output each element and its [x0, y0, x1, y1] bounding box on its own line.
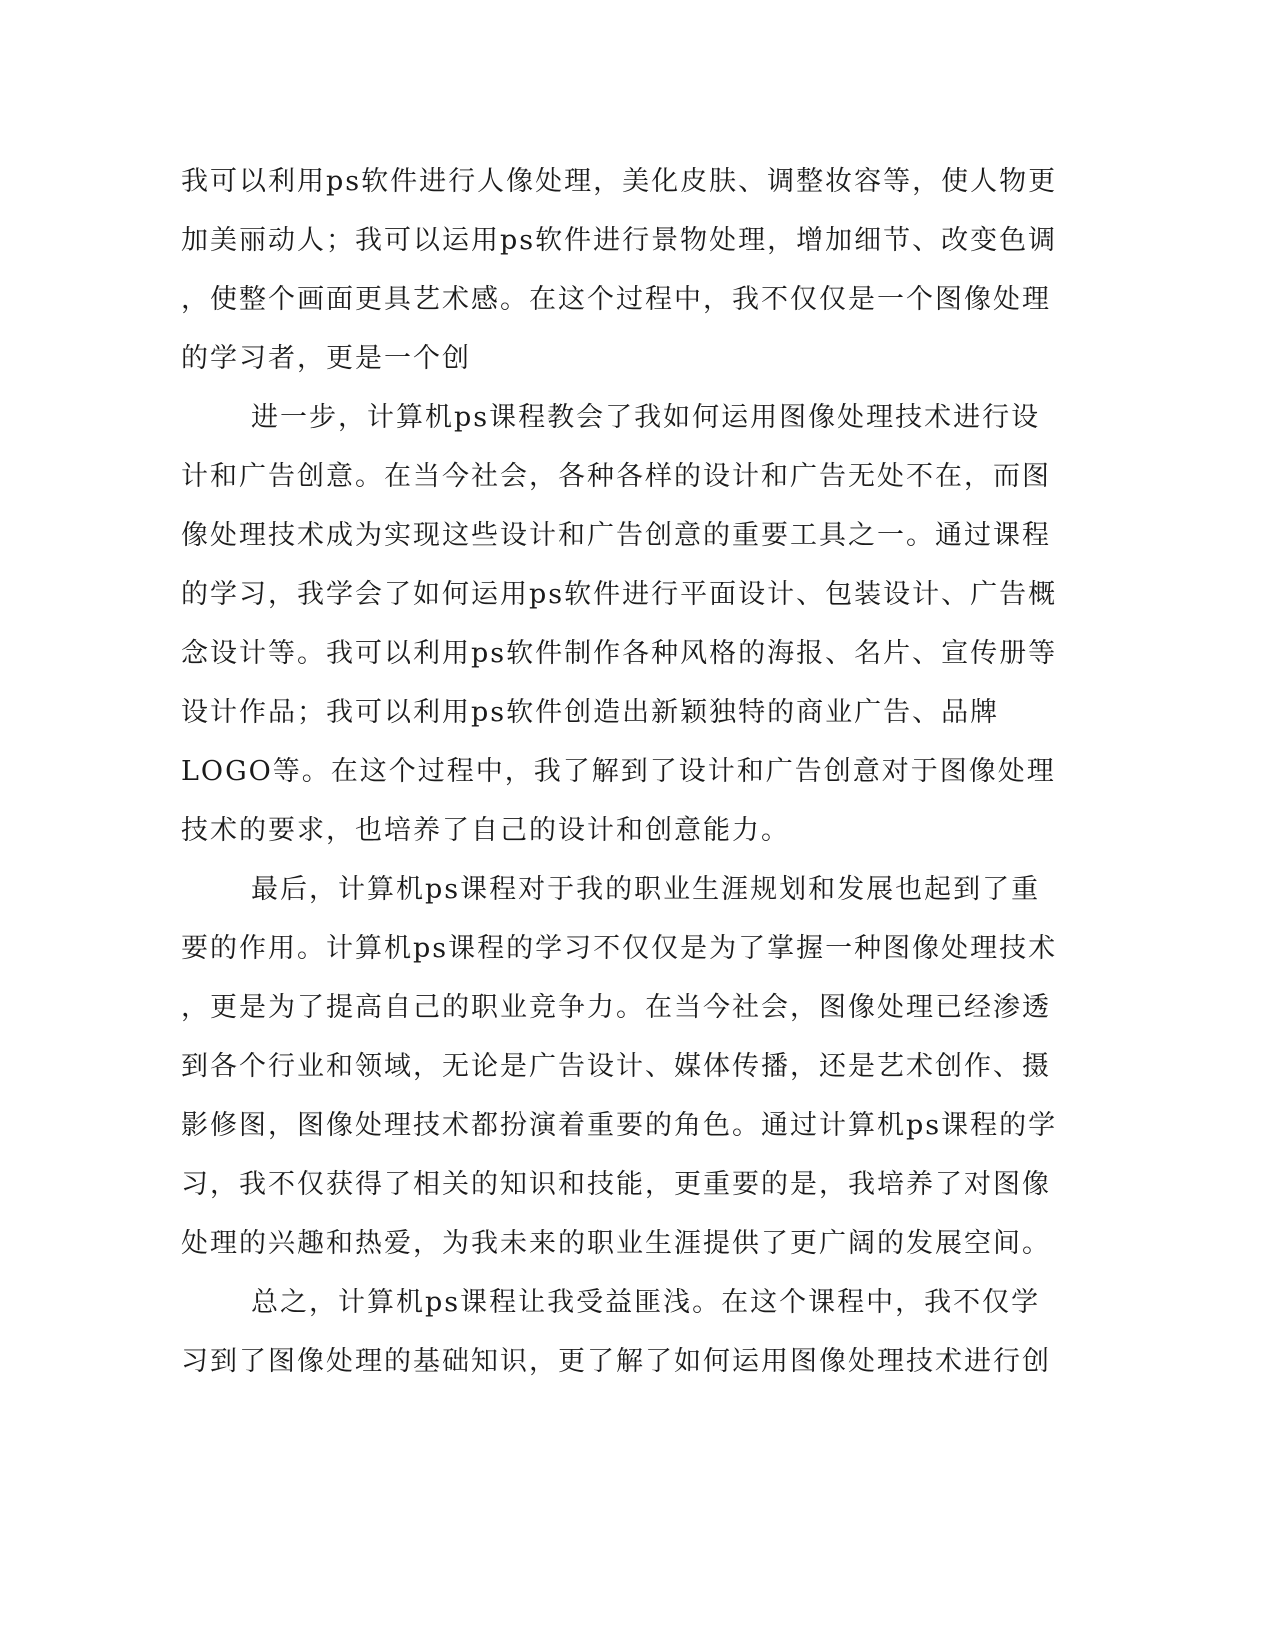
text-line: 习，我不仅获得了相关的知识和技能，更重要的是，我培养了对图像 [181, 1169, 1051, 1200]
text-line: 处理的兴趣和热爱，为我未来的职业生涯提供了更广阔的发展空间。 [181, 1228, 1051, 1259]
text-line: 像处理技术成为实现这些设计和广告创意的重要工具之一。通过课程 [181, 520, 1051, 551]
paragraph-first-line: 进一步，计算机ps课程教会了我如何运用图像处理技术进行设 [251, 402, 1041, 433]
text-line: 计和广告创意。在当今社会，各种各样的设计和广告无处不在，而图 [181, 461, 1051, 492]
text-line: ，使整个画面更具艺术感。在这个过程中，我不仅仅是一个图像处理 [181, 284, 1051, 315]
text-line: 影修图，图像处理技术都扮演着重要的角色。通过计算机ps课程的学 [181, 1110, 1058, 1141]
text-line: 我可以利用ps软件进行人像处理，美化皮肤、调整妆容等，使人物更 [181, 166, 1058, 197]
paragraph-first-line: 总之，计算机ps课程让我受益匪浅。在这个课程中，我不仅学 [251, 1287, 1041, 1318]
text-line: 的学习，我学会了如何运用ps软件进行平面设计、包装设计、广告概 [181, 579, 1058, 610]
text-line: ，更是为了提高自己的职业竞争力。在当今社会，图像处理已经渗透 [181, 992, 1051, 1023]
text-line: 要的作用。计算机ps课程的学习不仅仅是为了掌握一种图像处理技术 [181, 933, 1058, 964]
body-text [181, 152, 1058, 1391]
text-line: 习到了图像处理的基础知识，更了解了如何运用图像处理技术进行创 [181, 1346, 1051, 1377]
text-line: 念设计等。我可以利用ps软件制作各种风格的海报、名片、宣传册等 [181, 638, 1058, 669]
text-line: 的学习者，更是一个创 [181, 343, 471, 374]
text-line: LOGO等。在这个过程中，我了解到了设计和广告创意对于图像处理 [181, 756, 1056, 787]
paragraph-first-line: 最后，计算机ps课程对于我的职业生涯规划和发展也起到了重 [251, 874, 1041, 905]
text-line: 技术的要求，也培养了自己的设计和创意能力。 [181, 815, 790, 846]
text-line: 加美丽动人；我可以运用ps软件进行景物处理，增加细节、改变色调 [181, 225, 1058, 256]
text-line: 设计作品；我可以利用ps软件创造出新颖独特的商业广告、品牌 [181, 697, 1000, 728]
text-line: 到各个行业和领域，无论是广告设计、媒体传播，还是艺术创作、摄 [181, 1051, 1051, 1082]
